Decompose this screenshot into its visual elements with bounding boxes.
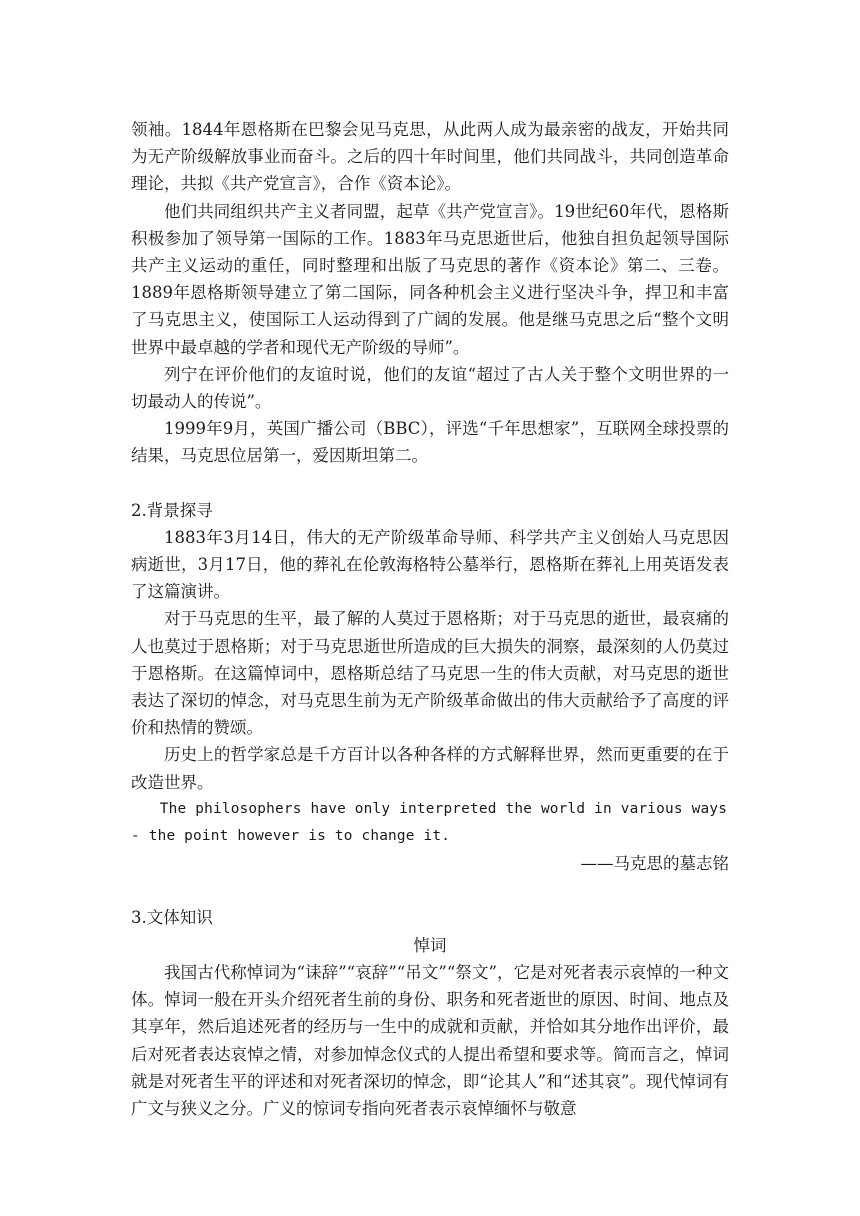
paragraph-communist-league: 他们共同组织共产主义者同盟，起草《共产党宣言》。19世纪60年代，恩格斯积极参加了领导第一国际的工作。1883年马克思逝世后，他独自担负起领导国际共产主义运动的重任，同时整理和出版了马克思的著作《资本论》第二、三卷。1889年恩格斯领导建立了第二国际，同各种机会主义进行坚决斗争，捍卫和丰富了马克思主义，使国际工人运动得到了广阔的发展。他是继马克思之后“整个文明世界中最卓越的学者和现代无产阶级的导师”。: [131, 201, 729, 357]
epitaph-quote-english: The philosophers have only interpreted the world in various ways - the point however is to change it.: [131, 800, 728, 845]
epitaph-attribution: ——马克思的墓志铭: [580, 854, 729, 874]
paragraph-continued: 领袖。1844年恩格斯在巴黎会见马克思，从此两人成为最亲密的战友，开始共同为无产阶级解放事业而奋斗。之后的四十年时间里，他们共同战斗，共同创造革命理论，共拟《共产党宣言》，合作《资本论》。: [131, 120, 729, 194]
genre-title: 悼词: [413, 935, 447, 955]
document-page: [131, 116, 729, 1122]
paragraph-eulogy-definition: 我国古代称悼词为“诔辞”“哀辞”“吊文”“祭文”，它是对死者表示哀悼的一种文体。悼词一般在开头介绍死者生前的身份、职务和死者逝世的原因、时间、地点及其享年，然后追述死者的经历与一生中的成就和贡献，并恰如其分地作出评价，最后对死者表达哀悼之情，对参加悼念仪式的人提出希望和要求等。简而言之，悼词就是对死者生平的评述和对死者深切的悼念，即“论其人”和“述其哀”。现代悼词有广文与狭义之分。广义的惊词专指向死者表示哀悼缅怀与敬意: [131, 962, 729, 1118]
section-heading-background: 2.背景探寻: [131, 500, 213, 520]
paragraph-lenin-quote: 列宁在评价他们的友谊时说，他们的友谊“超过了古人关于整个文明世界的一切最动人的传说”。: [131, 364, 729, 412]
paragraph-funeral: 1883年3月14日，伟大的无产阶级革命导师、科学共产主义创始人马克思因病逝世，3月17日，他的葬礼在伦敦海格特公墓举行，恩格斯在葬礼上用英语发表了这篇演讲。: [131, 527, 729, 602]
paragraph-philosophers-cn: 历史上的哲学家总是千方百计以各种各样的方式解释世界，然而更重要的在于改造世界。: [131, 745, 729, 792]
paragraph-engels-eulogy: 对于马克思的生平，最了解的人莫过于恩格斯；对于马克思的逝世，最哀痛的人也莫过于恩格斯；对于马克思逝世所造成的巨大损失的洞察，最深刻的人仍莫过于恩格斯。在这篇悼词中，恩格斯总结了马克思一生的伟大贡献，对马克思的逝世表达了深切的悼念，对马克思生前为无产阶级革命做出的伟大贡献给予了高度的评价和热情的赞颂。: [131, 609, 729, 738]
section-heading-genre: 3.文体知识: [131, 908, 213, 928]
paragraph-bbc-poll: 1999年9月，英国广播公司（BBC），评选“千年思想家”，互联网全球投票的结果，马克思位居第一，爱因斯坦第二。: [131, 419, 729, 466]
